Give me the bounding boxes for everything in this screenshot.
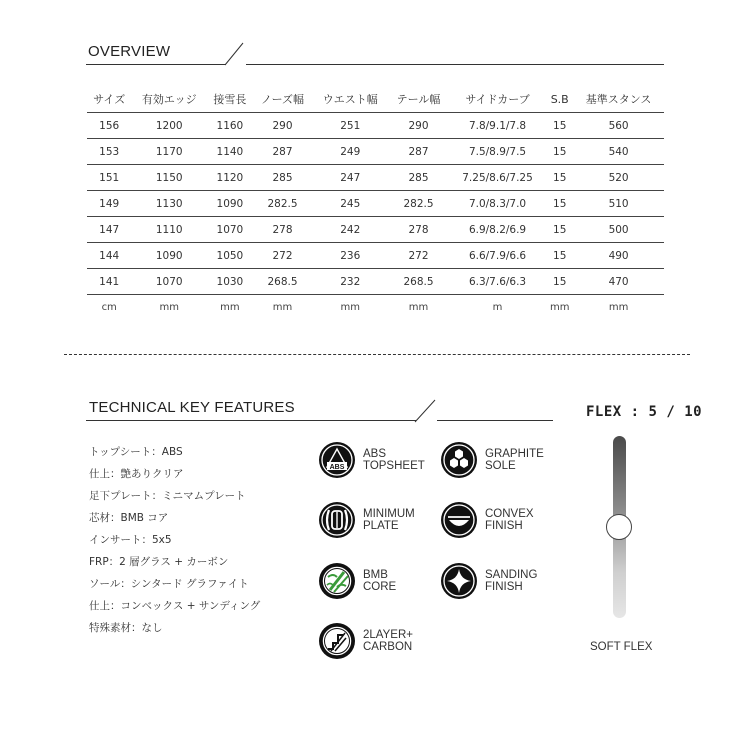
spec-list-item: 仕上：コンベックス + サンディング [89,600,261,612]
table-cell: 141 [87,269,131,295]
unit-cell: m [492,301,503,313]
table-cell: 1090 [131,243,207,269]
convex-finish-icon [441,502,477,538]
technical-rule [437,420,553,421]
spec-list-item: 仕上：艶ありクリア [89,468,184,480]
table-cell: 1140 [207,139,253,165]
abs-topsheet-icon [319,442,355,478]
table-row [87,217,664,243]
unit-cell: mm [608,301,629,313]
table-cell: 6.3/7.6/6.3 [449,269,546,295]
table-cell: 15 [546,113,573,139]
feature-graphite-sole [441,442,555,478]
column-header: 接雪長 [207,86,253,113]
2layer-carbon-icon [319,623,355,659]
spec-table [87,86,664,319]
unit-cell: cm [101,301,117,313]
table-cell: 282.5 [388,191,449,217]
table-cell: 1030 [207,269,253,295]
table-cell: 144 [87,243,131,269]
table-cell: 560 [573,113,664,139]
table-row [87,269,664,295]
column-header: サイズ [87,86,131,113]
spec-list-item: インサート：5x5 [89,534,172,546]
column-header: S.B [546,86,573,113]
spec-table-header-row [87,86,664,113]
table-cell: 272 [253,243,313,269]
table-cell: 245 [312,191,388,217]
column-header: サイドカーブ [449,86,546,113]
bmb-core-icon [319,563,355,599]
unit-cell: mm [340,301,361,313]
overview-rule [246,64,664,65]
spec-list-item: 特殊素材：なし [89,622,163,634]
table-cell: 7.25/8.6/7.25 [449,165,546,191]
table-cell: 290 [388,113,449,139]
table-cell: 251 [312,113,388,139]
table-cell: 290 [253,113,313,139]
technical-title-underline [86,420,416,421]
table-cell: 7.5/8.9/7.5 [449,139,546,165]
table-cell: 7.8/9.1/7.8 [449,113,546,139]
feature-sanding-finish [441,563,555,599]
table-row [87,191,664,217]
table-row [87,113,664,139]
section-divider [64,354,690,355]
technical-title: TECHNICAL KEY FEATURES [89,399,295,416]
table-cell: 232 [312,269,388,295]
table-row [87,139,664,165]
table-cell: 1090 [207,191,253,217]
overview-title: OVERVIEW [88,43,171,60]
table-cell: 520 [573,165,664,191]
feature-minimum-plate [319,502,433,538]
table-cell: 153 [87,139,131,165]
table-cell: 490 [573,243,664,269]
table-cell: 285 [388,165,449,191]
feature-2layer-carbon [319,623,433,659]
table-cell: 151 [87,165,131,191]
table-cell: 1200 [131,113,207,139]
column-header: 基準スタンス [573,86,664,113]
feature-label: MINIMUM PLATE [363,508,415,532]
table-cell: 147 [87,217,131,243]
sanding-finish-icon [441,563,477,599]
feature-label: SANDING FINISH [485,569,538,593]
feature-convex-finish [441,502,555,538]
table-cell: 285 [253,165,313,191]
table-cell: 1050 [207,243,253,269]
spec-table-body [87,113,664,320]
feature-label: GRAPHITE SOLE [485,448,544,472]
feature-label: 2LAYER+ CARBON [363,629,413,653]
feature-abs-topsheet [319,442,433,478]
feature-label: ABS TOPSHEET [363,448,425,472]
table-cell: 1110 [131,217,207,243]
table-cell: 1170 [131,139,207,165]
unit-cell: mm [159,301,179,313]
table-cell: 15 [546,269,573,295]
column-header: 有効エッジ [131,86,207,113]
table-cell: 510 [573,191,664,217]
table-cell: 15 [546,139,573,165]
technical-title-slash [414,399,436,423]
table-cell: 7.0/8.3/7.0 [449,191,546,217]
table-cell: 249 [312,139,388,165]
table-cell: 15 [546,243,573,269]
spec-list-item: FRP：2 層グラス + カーボン [89,556,229,568]
unit-cell: mm [549,301,570,313]
table-cell: 6.9/8.2/6.9 [449,217,546,243]
table-cell: 242 [312,217,388,243]
spec-list [89,441,260,639]
table-cell: 470 [573,269,664,295]
column-header: ノーズ幅 [253,86,313,113]
table-cell: 247 [312,165,388,191]
table-cell: 236 [312,243,388,269]
spec-list-item: 足下プレート：ミニマムプレート [89,490,246,502]
table-cell: 1130 [131,191,207,217]
table-row [87,243,664,269]
table-cell: 15 [546,165,573,191]
flex-soft-label: SOFT FLEX [590,641,653,653]
spec-list-item: 芯材：BMB コア [89,512,169,524]
table-cell: 278 [253,217,313,243]
flex-rating-title: FLEX : 5 / 10 [586,404,703,420]
spec-list-item: ソール：シンタード グラファイト [89,578,249,590]
table-cell: 15 [546,191,573,217]
table-cell: 540 [573,139,664,165]
minimum-plate-icon [319,502,355,538]
unit-cell: mm [408,301,429,313]
graphite-sole-icon [441,442,477,478]
table-cell: 15 [546,217,573,243]
flex-gauge-knob [606,514,632,540]
table-cell: 1070 [207,217,253,243]
feature-label: CONVEX FINISH [485,508,534,532]
table-cell: 6.6/7.9/6.6 [449,243,546,269]
table-cell: 272 [388,243,449,269]
column-header: テール幅 [388,86,449,113]
table-cell: 278 [388,217,449,243]
table-cell: 268.5 [253,269,313,295]
column-header: ウエスト幅 [312,86,388,113]
unit-cell: mm [220,301,240,313]
table-cell: 287 [388,139,449,165]
table-cell: 1070 [131,269,207,295]
svg-text:ABS: ABS [329,464,345,471]
table-cell: 500 [573,217,664,243]
units-row [87,295,664,320]
unit-cell: mm [272,301,293,313]
table-cell: 287 [253,139,313,165]
table-cell: 1150 [131,165,207,191]
table-cell: 1160 [207,113,253,139]
table-cell: 282.5 [253,191,313,217]
table-cell: 156 [87,113,131,139]
feature-bmb-core [319,563,433,599]
table-cell: 1120 [207,165,253,191]
table-cell: 149 [87,191,131,217]
overview-title-slash [224,42,244,66]
overview-title-underline [86,64,226,65]
table-cell: 268.5 [388,269,449,295]
feature-label: BMB CORE [363,569,397,593]
table-row [87,165,664,191]
spec-list-item: トップシート：ABS [89,446,183,458]
